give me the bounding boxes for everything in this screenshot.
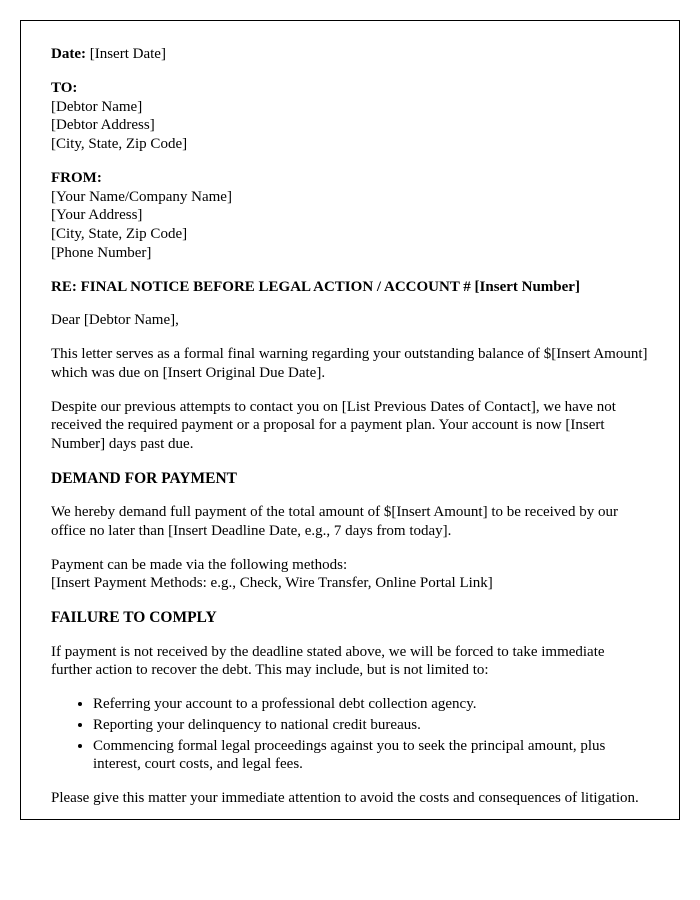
sender-name-line: [Your Name/Company Name] (51, 188, 232, 205)
list-item-credit-bureaus: • Reporting your delinquency to national credit bureaus. (93, 716, 649, 735)
paragraph-demand: We hereby demand full payment of the total amount of $[Insert Amount] to be received by our office no later than [Insert Deadline Date, e.g., 7 days from today]. (51, 504, 618, 539)
from-label: FROM: (51, 169, 102, 186)
salutation: Dear [Debtor Name], (51, 312, 179, 329)
debtor-name-line: [Debtor Name] (51, 98, 143, 115)
debtor-city-line: [City, State, Zip Code] (51, 136, 188, 152)
payment-methods-value: [Insert Payment Methods: e.g., Check, Wire Transfer, Online Portal Link] (51, 575, 493, 592)
paragraph-closing: Please give this matter your immediate attention to avoid the costs and consequences of litigation. (51, 790, 639, 806)
sender-phone-line: [Phone Number] (51, 244, 152, 261)
consequences-list (51, 695, 649, 774)
payment-methods-intro: Payment can be made via the following methods: (51, 556, 348, 573)
subject-line: RE: FINAL NOTICE BEFORE LEGAL ACTION / ACCOUNT # [Insert Number] (51, 278, 580, 295)
list-item-legal-proceedings: • Commencing formal legal proceedings against you to seek the principal amount, plus interest, court costs, and legal fees. (93, 737, 649, 775)
list-item-collection-agency: • Referring your account to a professional debt collection agency. (93, 695, 649, 714)
date-label: Date: (51, 46, 86, 62)
paragraph-attempts: Despite our previous attempts to contact you on [List Previous Dates of Contact], we have not received the required payment or a proposal for a payment plan. Your account is now [Insert Number] days past due. (51, 398, 616, 452)
final-notice-letter (20, 20, 680, 820)
paragraph-balance: This letter serves as a formal final warning regarding your outstanding balance of $[Insert Amount] which was due on [Insert Original Due Date]. (51, 346, 648, 381)
sender-address-line: [Your Address] (51, 207, 143, 224)
debtor-address-line: [Debtor Address] (51, 117, 155, 134)
paragraph-failure: If payment is not received by the deadline stated above, we will be forced to take immediate further action to recover the debt. This may include, but is not limited to: (51, 643, 605, 679)
failure-to-comply-heading: FAILURE TO COMPLY (51, 609, 217, 627)
recipient-block (51, 79, 649, 154)
date-value: [Insert Date] (89, 46, 166, 62)
to-label: TO: (51, 79, 78, 96)
sender-block (51, 169, 649, 263)
payment-methods-block (51, 556, 649, 594)
demand-for-payment-heading: DEMAND FOR PAYMENT (51, 469, 237, 487)
date-line (51, 45, 649, 64)
sender-city-line: [City, State, Zip Code] (51, 226, 188, 242)
